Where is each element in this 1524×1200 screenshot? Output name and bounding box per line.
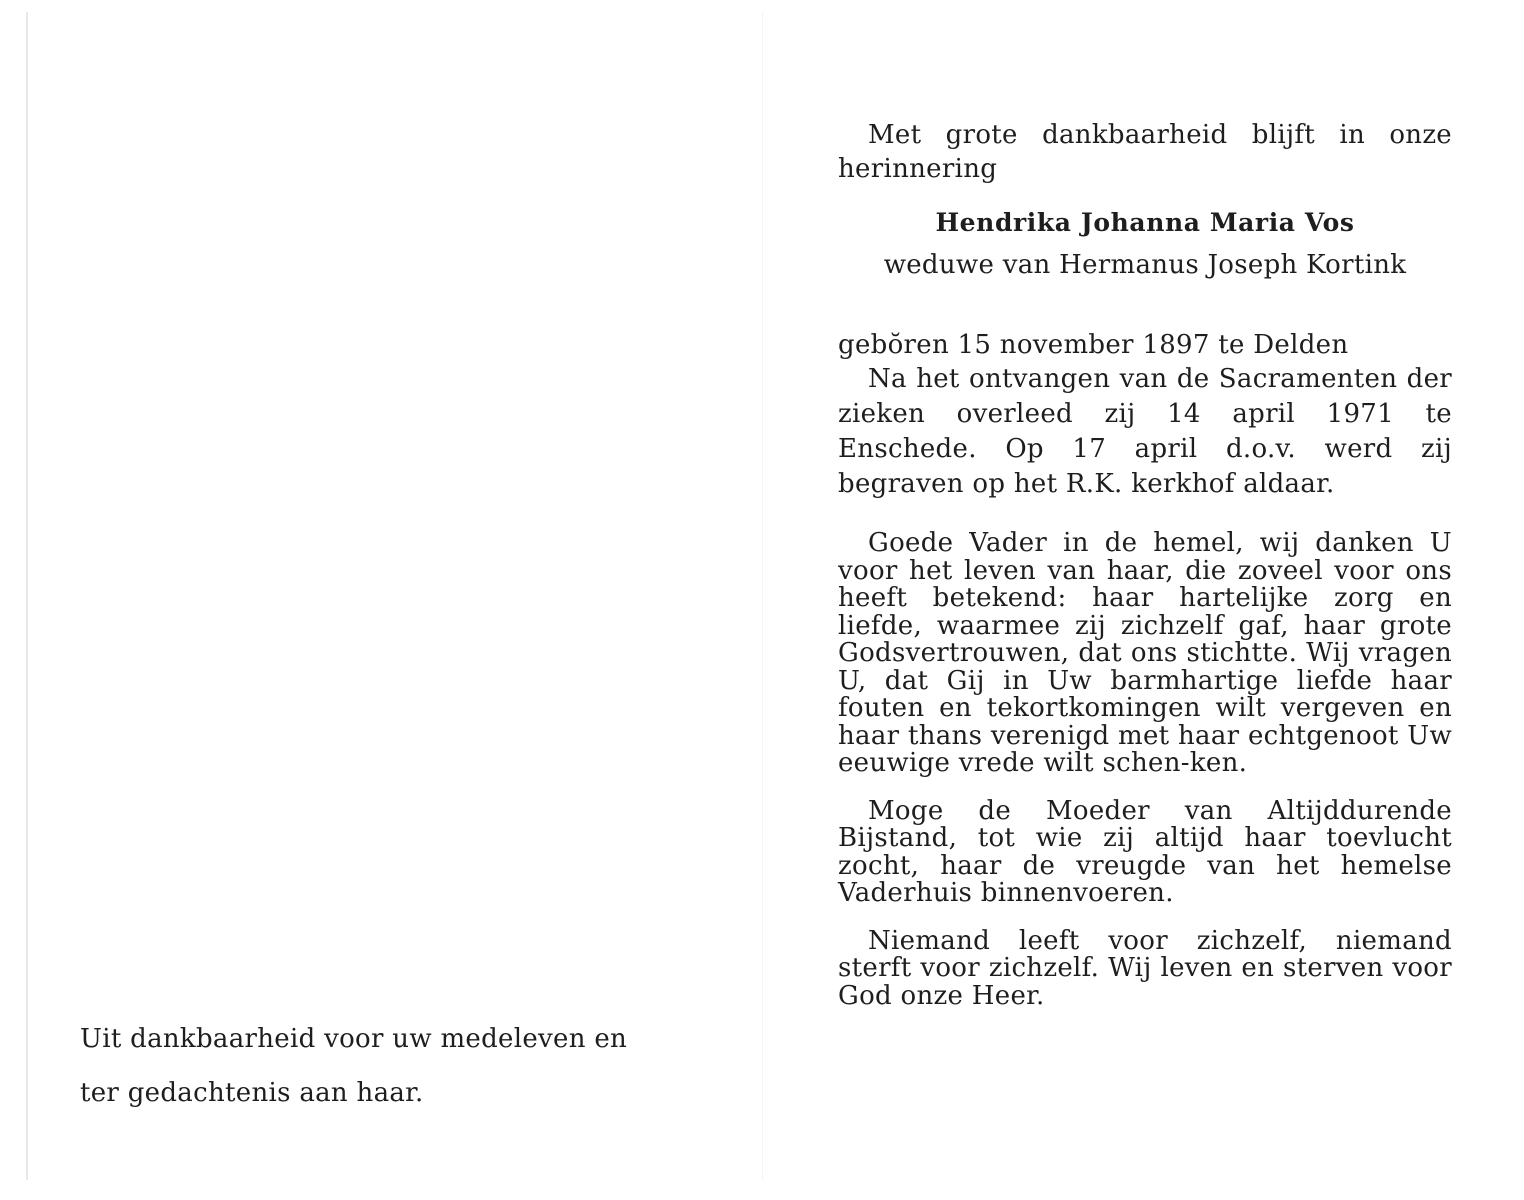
thanks-text: [80, 1012, 696, 1120]
memorial-text-column: [838, 118, 1452, 1010]
prayer-text: Goede Vader in de hemel, wij danken U voor het leven van haar, die zoveel voor ons heeft betekend: haar hartelijke zorg en liefde, waarmee zij zichzelf gaf, haar grote Godsvertrouwen, dat ons stichtte. Wij vragen U, dat Gij in Uw barmhartige liefde haar fouten en tekortkomingen wilt vergeven en haar thans verenigd met haar echtgenoot Uw eeuwige vrede wilt schen-ken.: [838, 528, 1452, 778]
card-edge: [26, 12, 28, 1180]
thanks-line-2: ter gedachtenis aan haar.: [80, 1078, 424, 1108]
intro-text: Met grote dankbaarheid blijft in onze herinnering: [838, 120, 1452, 184]
niemand-text: Niemand leeft voor zichzelf, niemand sterft voor zichzelf. Wij leven en sterven voor God onze Heer.: [838, 925, 1452, 1011]
card-fold: [762, 12, 763, 1180]
widow-of-text: weduwe van Hermanus Joseph Kortink: [883, 250, 1407, 280]
thanks-line-1: Uit dankbaarheid voor uw medeleven en: [80, 1024, 628, 1054]
death-text: Na het ontvangen van de Sacramenten der zieken overleed zij 14 april 1971 te Enschede. Op 17 april d.o.v. werd zij begraven op het R.K. kerkhof aldaar.: [838, 364, 1452, 499]
moeder-text: Moge de Moeder van Altijddurende Bijstand, tot wie zij altijd haar toevlucht zocht, haar de vreugde van het hemelse Vaderhuis binnenvoeren.: [838, 795, 1452, 908]
birth-text: gebŏren 15 november 1897 te Delden: [838, 330, 1349, 360]
deceased-name: Hendrika Johanna Maria Vos: [935, 208, 1355, 237]
